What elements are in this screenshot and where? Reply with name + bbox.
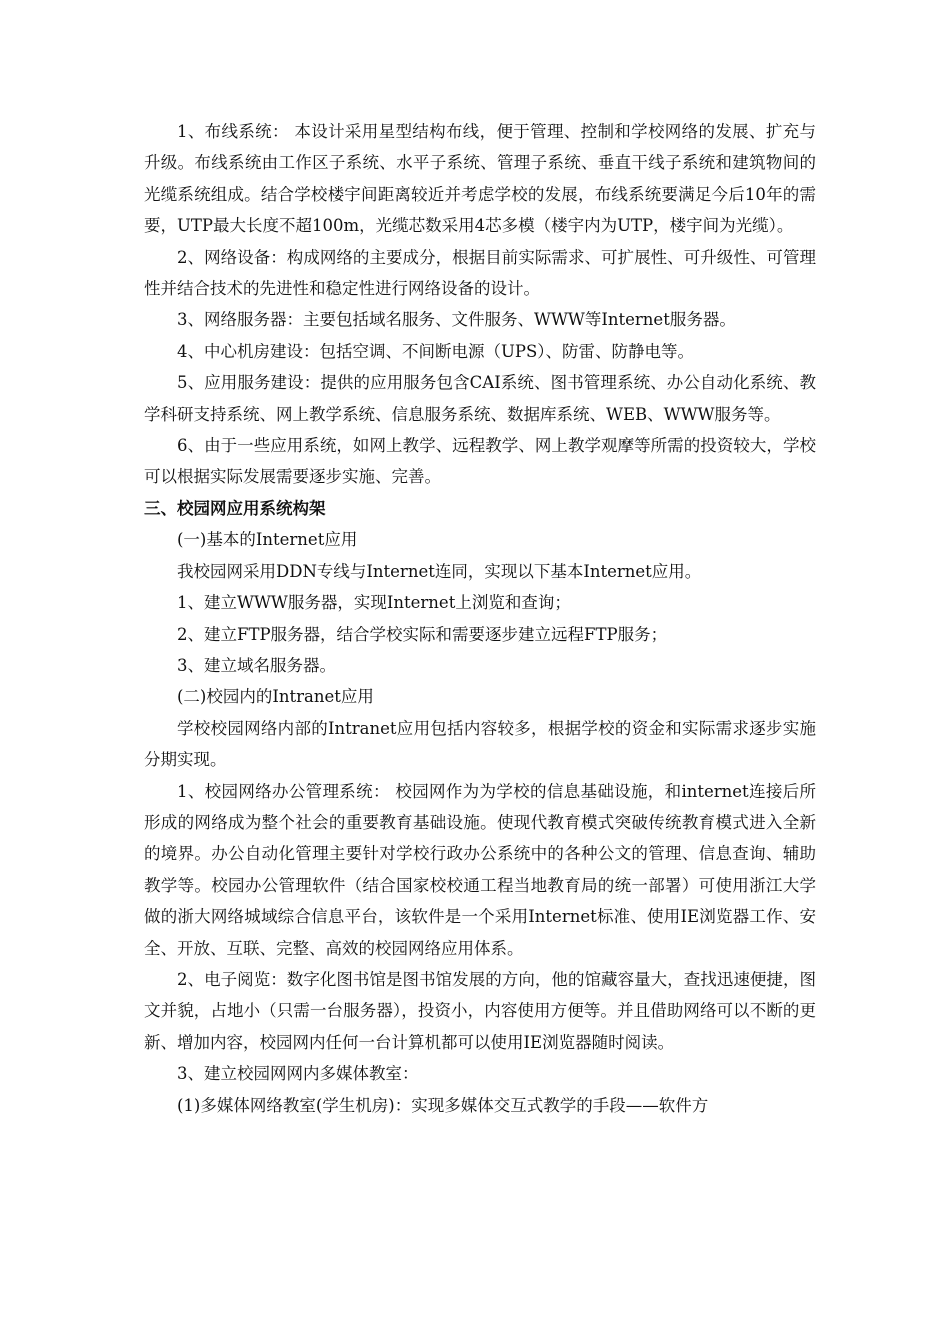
list-item-www: 1、建立WWW服务器，实现Internet上浏览和查询； bbox=[177, 593, 571, 613]
paragraph-network-servers: 3、网络服务器：主要包括域名服务、文件服务、WWW等Internet服务器。 bbox=[177, 310, 736, 330]
paragraph-ddn-line: 我校园网采用DDN专线与Internet连同，实现以下基本Internet应用。 bbox=[177, 561, 702, 581]
list-item-ftp: 2、建立FTP服务器，结合学校实际和需要逐步建立远程FTP服务； bbox=[177, 624, 668, 644]
paragraph-office-system: 1、校园网络办公管理系统： 校园网作为为学校的信息基础设施，和internet连接后所形成的网络成为整个社会的重要教育基础设施。使现代教育模式突破传统教育模式进入全新的境界。办公自动化管理主要针对学校行政办公系统中的各种公文的管理、信息查询、辅助教学等。校园办公管理软件（结合国家校校通工程当地教育局的统一部署）可使用浙江大学做的浙大网络城域综合信息平台，该软件是一个采用Internet标准、使用IE浏览器工作、安全、开放、互联、完整、高效的校园网络应用体系。 bbox=[144, 781, 816, 958]
paragraph-machine-room: 4、中心机房建设：包括空调、不间断电源（UPS）、防雷、防静电等。 bbox=[177, 341, 695, 361]
subsection-internet: (一)基本的Internet应用 bbox=[177, 530, 358, 550]
paragraph-intranet-intro: 学校校园网络内部的Intranet应用包括内容较多，根据学校的资金和实际需求逐步实施分期实现。 bbox=[144, 718, 816, 770]
paragraph-cabling-system: 1、布线系统： 本设计采用星型结构布线，便于管理、控制和学校网络的发展、扩充与升级。布线系统由工作区子系统、水平子系统、管理子系统、垂直干线子系统和建筑物间的光缆系统组成。结合学校楼宇间距离较近并考虑学校的发展，布线系统要满足今后10年的需要，UTP最大长度不超100m，光缆芯数采用4芯多模（楼宇内为UTP，楼宇间为光缆）。 bbox=[144, 122, 816, 236]
subsection-intranet: (二)校园内的Intranet应用 bbox=[177, 687, 374, 707]
paragraph-network-equipment: 2、网络设备：构成网络的主要成分，根据目前实际需求、可扩展性、可升级性、可管理性并结合技术的先进性和稳定性进行网络设备的设计。 bbox=[144, 247, 816, 299]
section-heading: 三、校园网应用系统构架 bbox=[144, 498, 326, 518]
paragraph-investment-note: 6、由于一些应用系统，如网上教学、远程教学、网上教学观摩等所需的投资较大，学校可以根据实际发展需要逐步实施、完善。 bbox=[144, 436, 816, 487]
list-item-dns: 3、建立域名服务器。 bbox=[177, 655, 336, 675]
document-body bbox=[144, 116, 816, 1121]
paragraph-application-services: 5、应用服务建设：提供的应用服务包含CAI系统、图书管理系统、办公自动化系统、教学科研支持系统、网上教学系统、信息服务系统、数据库系统、WEB、WWW服务等。 bbox=[144, 373, 816, 424]
paragraph-e-reading: 2、电子阅览：数字化图书馆是图书馆发展的方向，他的馆藏容量大，查找迅速便捷，图文并貌，占地小（只需一台服务器），投资小，内容使用方便等。并且借助网络可以不断的更新、增加内容，校园网内任何一台计算机都可以使用IE浏览器随时阅读。 bbox=[144, 969, 816, 1052]
paragraph-multimedia-classroom: 3、建立校园网网内多媒体教室： bbox=[177, 1064, 419, 1084]
paragraph-multimedia-lab: (1)多媒体网络教室(学生机房)：实现多媒体交互式教学的手段——软件方 bbox=[177, 1095, 709, 1115]
